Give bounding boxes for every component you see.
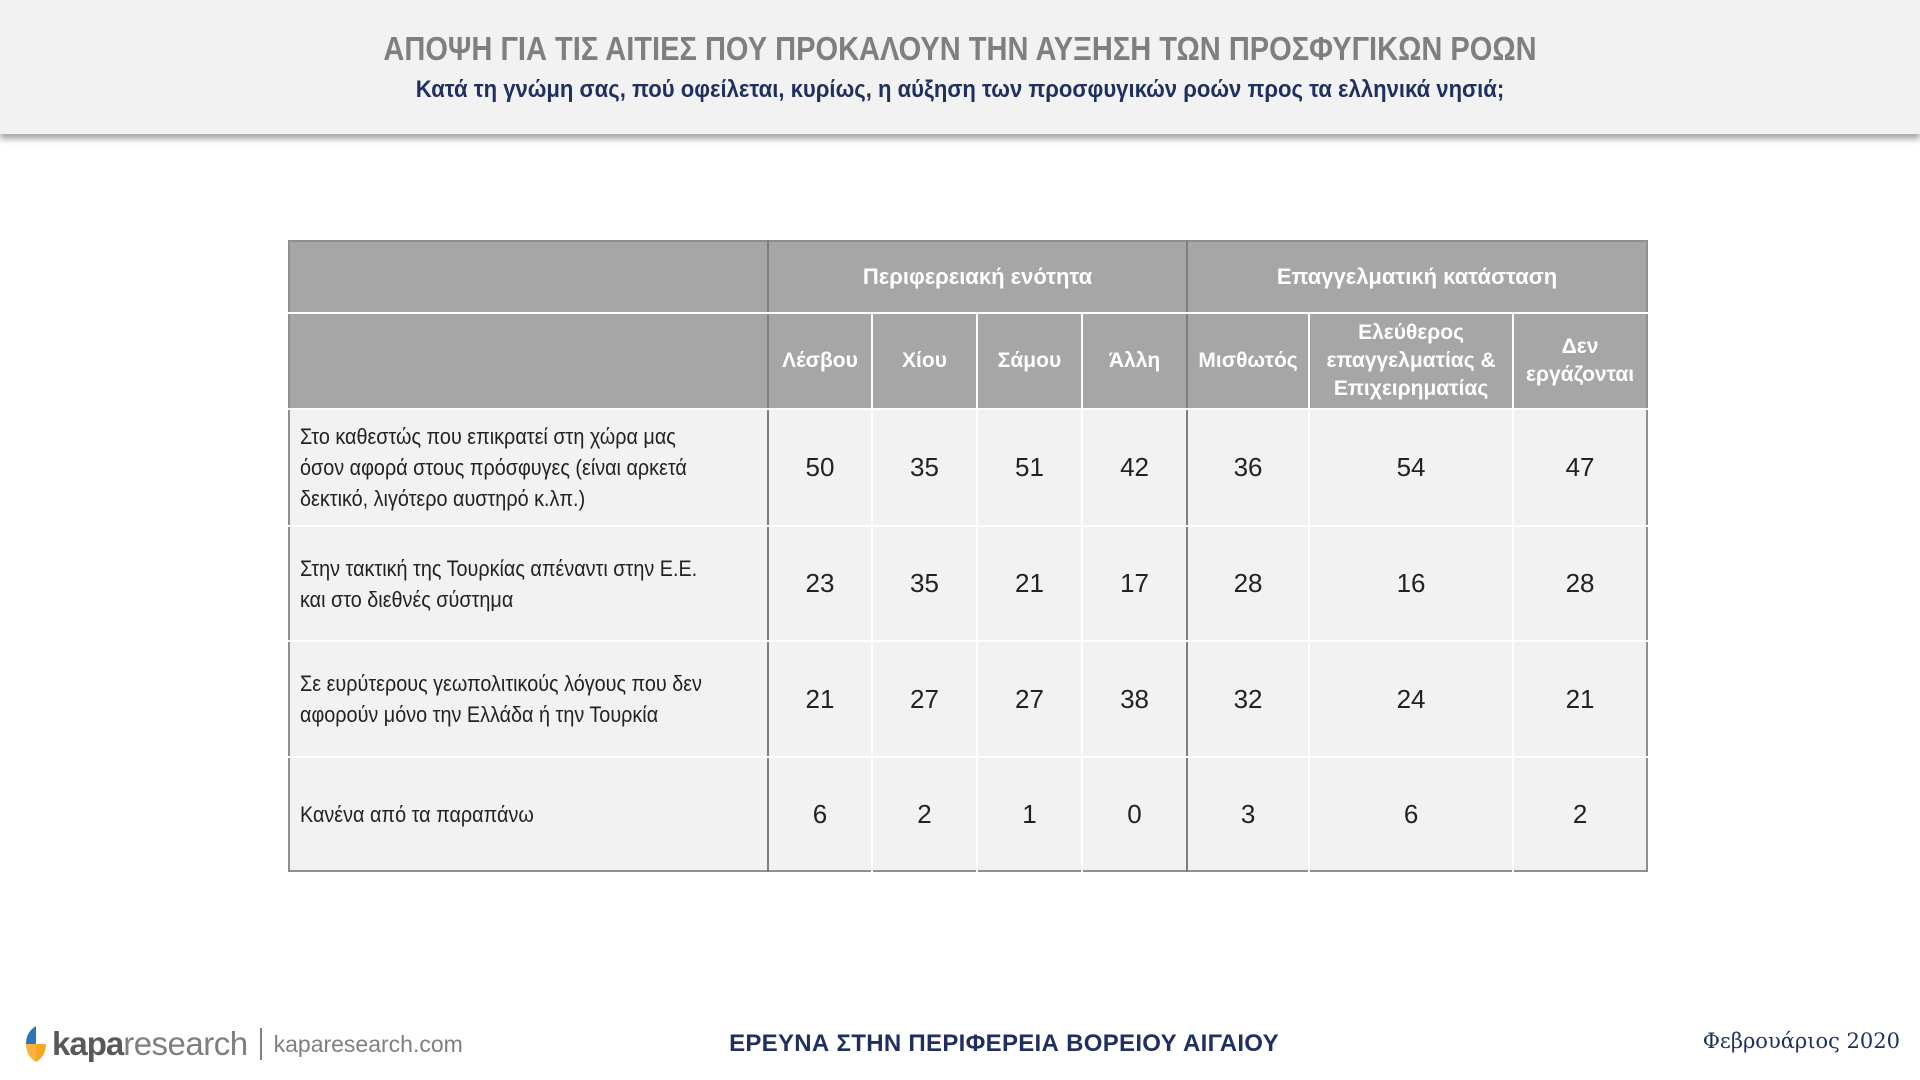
group-header-row [289,241,1647,313]
table-cell: 23 [768,526,872,641]
logo-kapa-text: kapa [52,1025,124,1062]
table-cell: 21 [1513,641,1647,757]
table-cell: 3 [1187,757,1309,871]
table-row [289,641,1647,757]
table-cell: 51 [977,409,1082,526]
table-cell: 36 [1187,409,1309,526]
slide-title: ΑΠΟΨΗ ΓΙΑ ΤΙΣ ΑΙΤΙΕΣ ΠΟΥ ΠΡΟΚΑΛΟΥΝ ΤΗΝ ΑΥΞΗΣΗ ΤΩΝ ΠΡΟΣΦΥΓΙΚΩΝ ΡΟΩΝ [383,30,1537,67]
slide-subtitle: Κατά τη γνώμη σας, πού οφείλεται, κυρίως, η αύξηση των προσφυγικών ροών προς τα ελληνικά νησιά; [415,76,1505,103]
column-header: Δεν εργάζονται [1513,313,1647,409]
table-cell: 2 [1513,757,1647,871]
survey-date: Φεβρουάριος 2020 [1702,1029,1900,1053]
table-cell: 17 [1082,526,1187,641]
table-cell: 28 [1187,526,1309,641]
table-cell: 47 [1513,409,1647,526]
table-cell: 32 [1187,641,1309,757]
column-header: Άλλη [1082,313,1187,409]
column-header: Μισθωτός [1187,313,1309,409]
table-cell: 24 [1309,641,1513,757]
group-header-region: Περιφερειακή ενότητα [768,241,1187,313]
header-corner [289,241,768,313]
column-header: Χίου [872,313,977,409]
row-label [289,757,768,871]
table-cell: 2 [872,757,977,871]
table-cell: 21 [977,526,1082,641]
table-cell: 35 [872,409,977,526]
column-header: Λέσβου [768,313,872,409]
row-label-text: Σε ευρύτερους γεωπολιτικούς λόγους που δεν αφορούν μόνο την Ελλάδα ή την Τουρκία [300,671,702,727]
table-cell: 35 [872,526,977,641]
table-cell: 28 [1513,526,1647,641]
column-header: Σάμου [977,313,1082,409]
results-table [288,240,1648,872]
row-label-text: Στο καθεστώς που επικρατεί στη χώρα μας όσον αφορά στους πρόσφυγες (είναι αρκετά δεκτικό, λιγότερο αυστηρό κ.λπ.) [300,424,687,511]
row-label [289,409,768,526]
table-cell: 6 [1309,757,1513,871]
table-cell: 6 [768,757,872,871]
table-cell: 27 [872,641,977,757]
group-header-employment: Επαγγελματική κατάσταση [1187,241,1647,313]
table-cell: 16 [1309,526,1513,641]
slide-header [0,0,1920,134]
table-cell: 0 [1082,757,1187,871]
table-cell: 21 [768,641,872,757]
table-cell: 38 [1082,641,1187,757]
column-header-row [289,313,1647,409]
survey-footer-title: ΕΡΕΥΝΑ ΣΤΗΝ ΠΕΡΙΦΕΡΕΙΑ ΒΟΡΕΙΟΥ ΑΙΓΑΙΟΥ [729,1030,1279,1057]
row-label-text: Κανένα από τα παραπάνω [300,801,534,827]
table-cell: 42 [1082,409,1187,526]
row-label-text: Στην τακτική της Τουρκίας απέναντι στην Ε.Ε. και στο διεθνές σύστημα [300,555,698,612]
table-row [289,409,1647,526]
logo-research-text: research [123,1025,248,1062]
table-cell: 27 [977,641,1082,757]
table-row [289,526,1647,641]
table-cell: 1 [977,757,1082,871]
table-cell: 50 [768,409,872,526]
row-label [289,526,768,641]
logo-url: kaparesearch.com [273,1030,463,1057]
table-cell: 54 [1309,409,1513,526]
row-label [289,641,768,757]
header-corner-lower [289,313,768,409]
column-header: Ελεύθερος επαγγελματίας & Επιχειρηματίας [1309,313,1513,409]
table-row [289,757,1647,871]
